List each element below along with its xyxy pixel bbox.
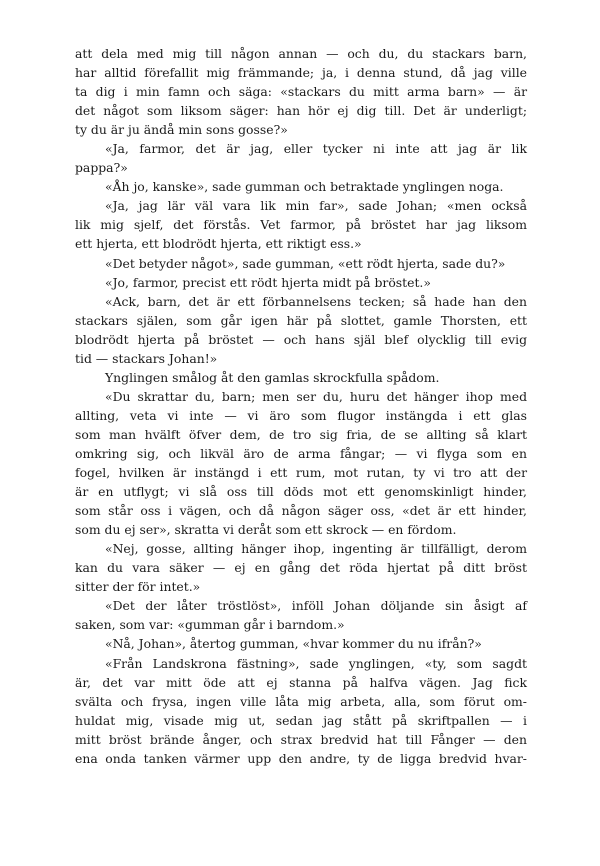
text-line: svälta och frysa, ingen ville låta mig arbeta, alla, som förut om- [75, 693, 527, 709]
text-line: allting, veta vi inte — vi äro som flugor instängda i ett glas [75, 407, 527, 423]
text-line: pappa?» [75, 160, 128, 176]
text-line: «Ja, farmor, det är jag, eller tycker ni inte att jag är lik [105, 141, 527, 157]
text-line: ett hjerta, ett blodrödt hjerta, ett riktigt ess.» [75, 236, 362, 252]
text-line: «Ack, barn, det är ett förbannelsens tecken; så hade han den [105, 293, 527, 309]
text-line: som man hvälft öfver dem, de tro sig fria, de se allting så klart [75, 426, 527, 442]
text-line: är en utflygt; vi slå oss till döds mot ett genomskinligt hinder, [75, 484, 527, 500]
text-line: huldat mig, visade mig ut, sedan jag stått på skriftpallen — i [75, 712, 527, 728]
text-line: «Jo, farmor, precist ett rödt hjerta midt på bröstet.» [105, 274, 431, 290]
text-line: omkring sig, och likväl äro de arma fångar; — vi flyga som en [75, 445, 527, 461]
text-line: mitt bröst brände ånger, och strax bredvid hat till Fånger — den [75, 731, 527, 747]
text-line: det något som liksom säger: han hör ej dig till. Det är underligt; [75, 103, 527, 119]
text-line: som står oss i vägen, och då någon säger oss, «det är ett hinder, [75, 503, 527, 519]
text-line: sitter der för intet.» [75, 579, 201, 595]
text-line: som du ej ser», skratta vi deråt som ett skrock — en fördom. [75, 522, 457, 538]
text-line: «Det der låter tröstlöst», inföll Johan döljande sin åsigt af [105, 598, 527, 614]
text-line: «Nej, gosse, allting hänger ihop, ingenting är tillfälligt, derom [105, 541, 527, 557]
text-line: «Från Landskrona fästning», sade ynglingen, «ty, som sagdt [105, 655, 527, 671]
text-line: att dela med mig till någon annan — och du, du stackars barn, [75, 46, 527, 61]
book-page-text [75, 44, 527, 768]
text-line: ta dig i min famn och säga: «stackars du mitt arma barn» — är [75, 84, 527, 100]
text-line: tid — stackars Johan!» [75, 350, 218, 366]
text-line: stackars själen, som går igen här på slottet, gamle Thorsten, ett [75, 312, 527, 328]
text-line: ena onda tanken värmer upp den andre, ty de ligga bredvid hvar- [75, 750, 527, 766]
text-line: saken, som var: «gumman går i barndom.» [75, 617, 345, 633]
text-line: «Du skrattar du, barn; men ser du, huru det hänger ihop med [105, 388, 527, 404]
text-line: har alltid förefallit mig främmande; ja, i denna stund, då jag ville [75, 65, 527, 81]
text-line: lik mig sjelf, det förstås. Vet farmor, på bröstet har jag liksom [75, 217, 527, 233]
text-line: «Nå, Johan», återtog gumman, «hvar kommer du nu ifrån?» [105, 636, 482, 652]
text-line: «Ja, jag lär väl vara lik min far», sade Johan; «men också [105, 198, 527, 214]
text-line: fogel, hvilken är instängd i ett rum, mot rutan, ty vi tro att der [75, 465, 527, 481]
text-line: kan du vara säker — ej en gång det röda hjertat på ditt bröst [75, 560, 527, 576]
text-line: är, det var mitt öde att ej stanna på halfva vägen. Jag fick [75, 674, 527, 690]
text-line: ty du är ju ändå min sons gosse?» [75, 122, 288, 138]
text-line: Ynglingen smålog åt den gamlas skrockfulla spådom. [105, 369, 440, 385]
text-line: «Åh jo, kanske», sade gumman och betraktade ynglingen noga. [105, 179, 504, 195]
text-line: «Det betyder något», sade gumman, «ett rödt hjerta, sade du?» [105, 255, 506, 271]
text-line: blodrödt hjerta på bröstet — och hans själ blef olycklig till evig [75, 331, 527, 347]
